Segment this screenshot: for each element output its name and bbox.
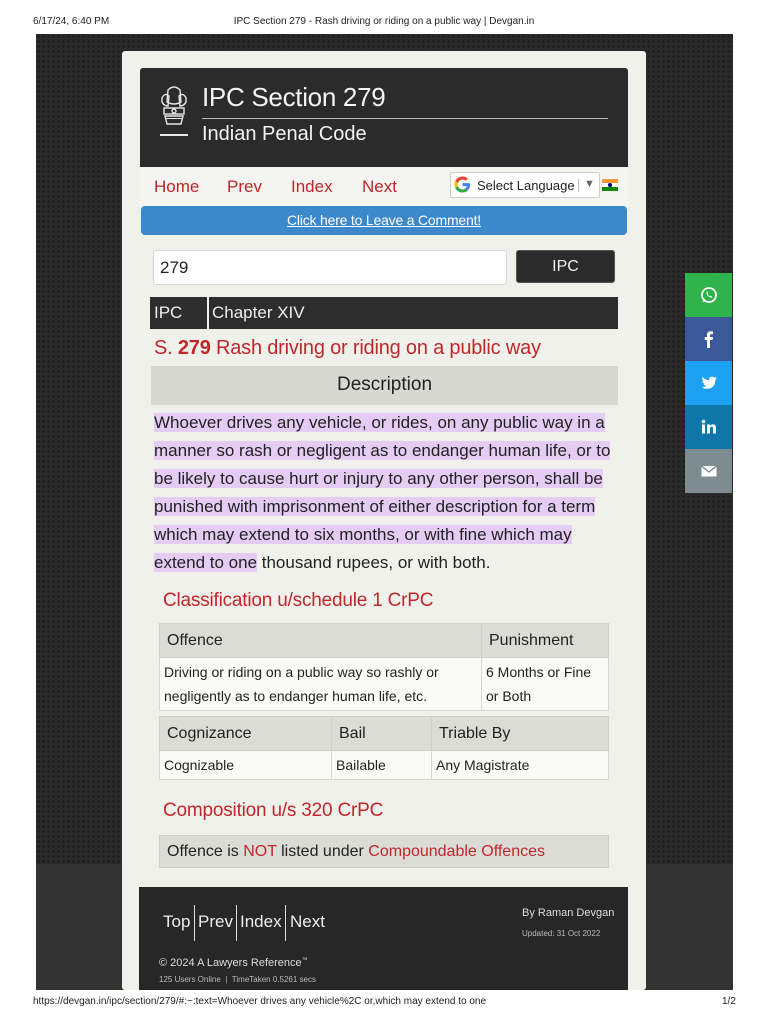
classification-table — [159, 623, 609, 711]
section-title: Rash driving or riding on a public way — [216, 337, 541, 359]
share-twitter-button[interactable] — [685, 361, 732, 405]
footer-separator — [236, 905, 237, 941]
site-stats — [159, 975, 316, 984]
footer-index-link[interactable]: Index — [240, 912, 282, 931]
share-whatsapp-button[interactable] — [685, 273, 732, 317]
share-facebook-button[interactable] — [685, 317, 732, 361]
print-header — [0, 0, 768, 34]
page-subtitle: Indian Penal Code — [202, 123, 367, 145]
site-footer — [139, 887, 628, 990]
updated-date: Updated: 31 Oct 2022 — [522, 929, 601, 938]
google-icon — [454, 176, 471, 193]
leave-comment-link[interactable]: Click here to Leave a Comment! — [287, 212, 481, 228]
section-heading — [154, 337, 541, 360]
share-email-button[interactable] — [685, 449, 732, 493]
composition-heading: Composition u/s 320 CrPC — [163, 800, 384, 821]
chapter-bar — [150, 297, 618, 329]
footer-next-link[interactable]: Next — [290, 912, 325, 931]
nav-home[interactable]: Home — [154, 177, 200, 196]
banner-divider — [202, 118, 608, 119]
compoundable-offences-link[interactable]: Compoundable Offences — [368, 843, 545, 860]
footer-prev-link[interactable]: Prev — [198, 912, 233, 931]
description-heading-text: Description — [336, 374, 433, 395]
bail-cell: Bailable — [332, 751, 432, 780]
triable-by-cell: Any Magistrate — [432, 751, 609, 780]
section-prefix: S. — [154, 337, 173, 359]
not-label: NOT — [243, 843, 277, 860]
comment-banner — [141, 206, 627, 235]
print-page-number: 1/2 — [722, 996, 736, 1007]
punishment-cell: 6 Months or Fine or Both — [482, 658, 609, 711]
chapter-name: Chapter XIV — [212, 303, 305, 322]
time-taken: TimeTaken 0.5261 secs — [231, 975, 316, 984]
bail-header: Bail — [332, 717, 432, 751]
footer-top-link[interactable]: Top — [163, 912, 191, 931]
print-url: https://devgan.in/ipc/section/279/#:~:text=Whoever drives any vehicle%2C or,which may extend to one — [33, 996, 487, 1007]
offence-header: Offence — [160, 624, 482, 658]
share-linkedin-button[interactable] — [685, 405, 732, 449]
chapter-divider — [207, 297, 209, 329]
footer-separator — [194, 905, 195, 941]
classification-heading: Classification u/schedule 1 CrPC — [163, 590, 434, 611]
national-emblem-icon — [156, 84, 192, 142]
section-number: 279 — [177, 337, 211, 359]
copyright-text: © 2024 A Lawyers Reference — [159, 957, 302, 969]
cognizance-table — [159, 716, 609, 780]
trademark-mark: ™ — [301, 957, 308, 964]
dropdown-arrow-icon: ▼ — [584, 178, 595, 190]
users-online: 125 Users Online — [159, 975, 221, 984]
nav-prev[interactable]: Prev — [227, 177, 262, 196]
copyright — [159, 957, 308, 969]
facebook-icon — [700, 330, 718, 348]
page-title: IPC Section 279 — [202, 82, 386, 112]
triable-by-header: Triable By — [432, 717, 609, 751]
twitter-icon — [700, 374, 718, 392]
composition-text-middle: listed under — [276, 843, 369, 860]
site-banner — [140, 68, 628, 167]
linkedin-icon — [700, 418, 718, 436]
punishment-header: Punishment — [482, 624, 609, 658]
whatsapp-icon — [700, 286, 718, 304]
stats-divider: | — [225, 975, 228, 984]
print-date: 6/17/24, 6:40 PM — [33, 16, 110, 27]
composition-text-before: Offence is — [167, 843, 244, 860]
composition-box — [159, 835, 609, 868]
chapter-code: IPC — [154, 303, 183, 322]
cognizance-cell: Cognizable — [160, 751, 332, 780]
description-text — [154, 409, 614, 577]
print-title: IPC Section 279 - Rash driving or riding on a public way | Devgan.in — [233, 16, 535, 27]
nav-next[interactable]: Next — [362, 177, 397, 196]
email-icon — [700, 462, 718, 480]
offence-cell: Driving or riding on a public way so rashly or negligently as to endanger human life, etc. — [160, 658, 482, 711]
footer-separator — [285, 905, 286, 941]
language-select-label: Select Language — [477, 178, 575, 193]
description-rest: thousand rupees, or with both. — [257, 553, 491, 572]
highlighted-text: Whoever drives any vehicle, or rides, on any public way in a manner so rash or negligent as to endanger human life, or to be likely to cause hurt or injury to any other person, shall be punished with imprisonment of either description for a term which may extend to six months, or with fine which may extend to one — [154, 413, 611, 572]
language-select[interactable] — [450, 172, 600, 198]
language-select-divider — [578, 179, 579, 192]
ipc-search-button[interactable]: IPC — [516, 250, 615, 283]
section-search-input[interactable] — [153, 250, 507, 285]
nav-index[interactable]: Index — [291, 177, 333, 196]
author-credit: By Raman Devgan — [522, 907, 615, 919]
description-heading — [151, 366, 618, 405]
india-flag-icon[interactable] — [602, 179, 618, 191]
cognizance-header: Cognizance — [160, 717, 332, 751]
top-nav — [140, 167, 628, 207]
